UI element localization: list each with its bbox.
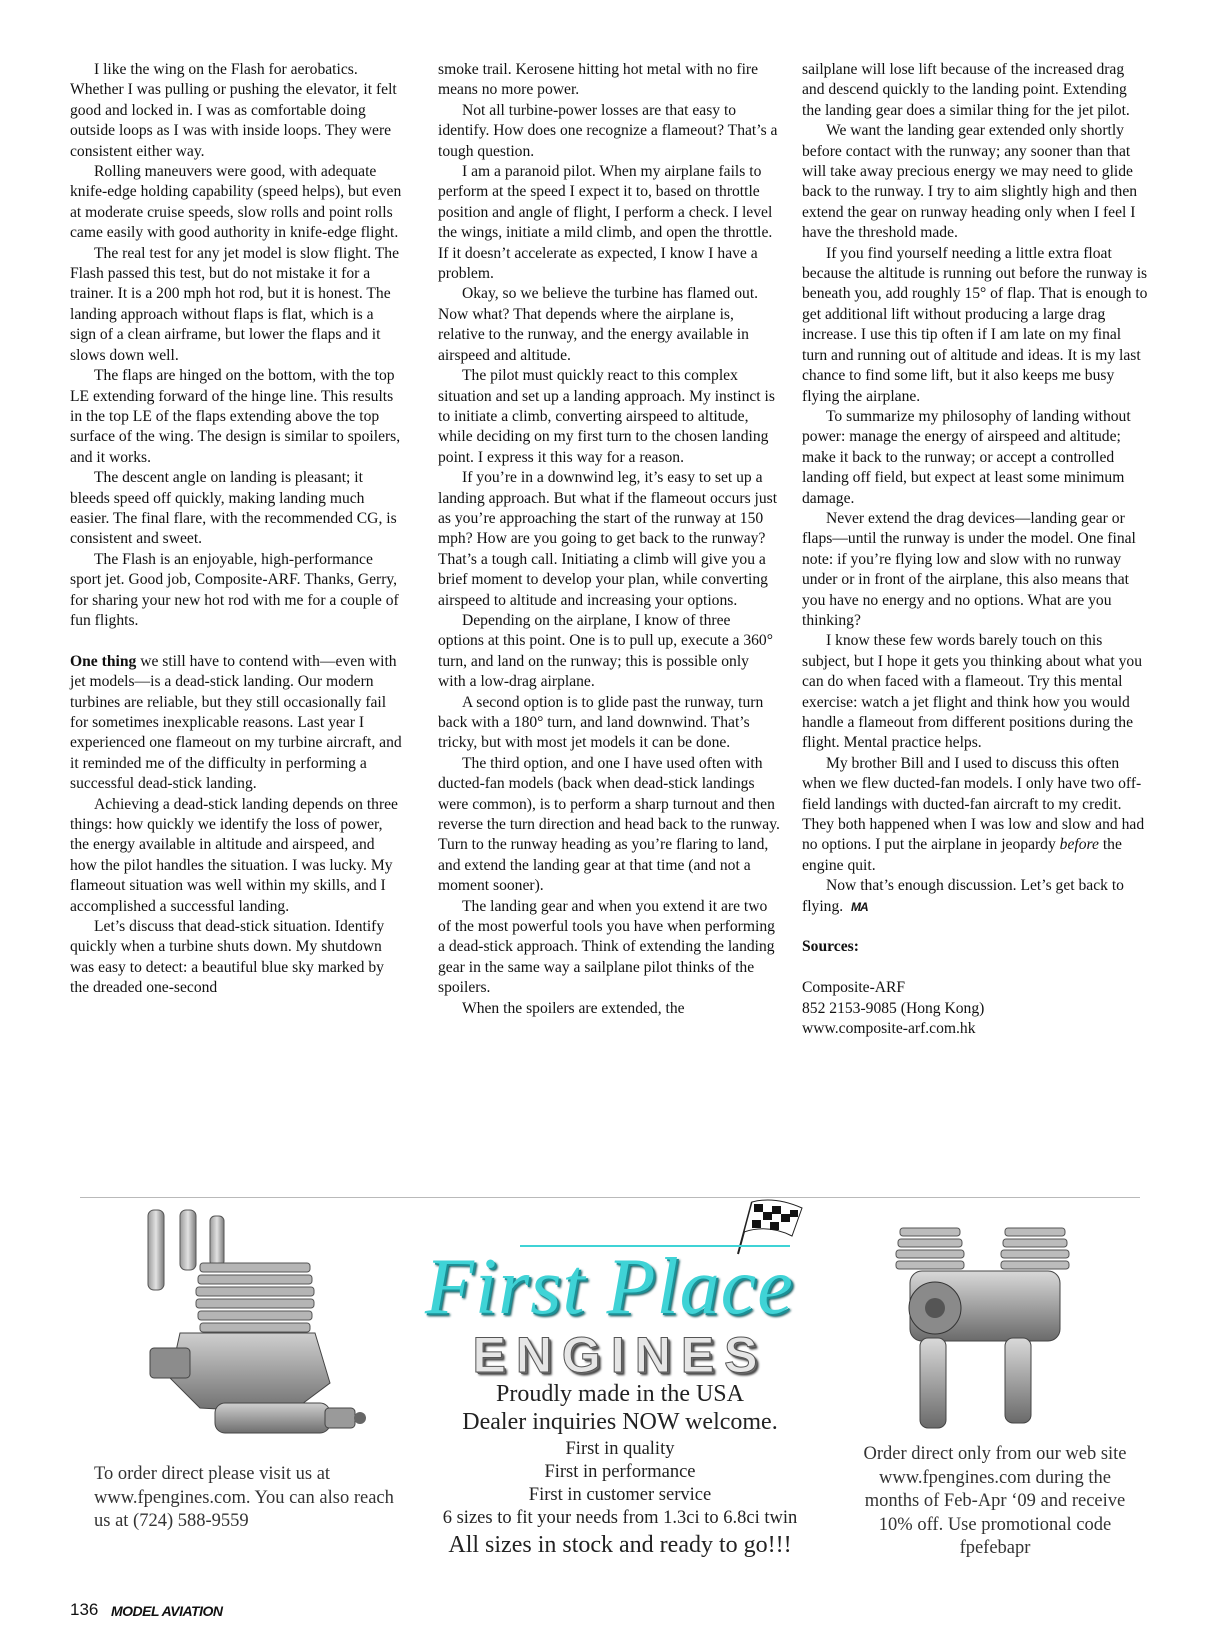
ad-tagline-usa: Proudly made in the USA bbox=[496, 1381, 744, 1407]
source-website: www.composite-arf.com.hk bbox=[802, 1020, 976, 1038]
paragraph: I am a paranoid pilot. When my airplane fails to perform at the speed I expect it to, based on throttle position and angle of flight, I perform a check. I level the wings, initiate a mild climb, and open the throttle. If it doesn’t accelerate as expected, I know I have a problem. bbox=[438, 163, 773, 283]
ad-feature-performance: First in performance bbox=[544, 1462, 696, 1482]
paragraph: If you find yourself needing a little extra float because the altitude is running out before the runway is beneath you, add roughly 15° of flap. That is enough to get additional lift without producing a large drag increase. I use this tip often if I am late on my final turn and running out of altitude and ideas. It is my last chance to find some lift, but it also keeps me busy flying the airplane. bbox=[802, 244, 1148, 405]
brand-logo-engines: ENGINES bbox=[472, 1327, 768, 1383]
paragraph: The flaps are hinged on the bottom, with the top LE extending forward of the hinge line. This results in the top LE of the flaps extending above the top surface of the wing. The design is similar to spoilers, and it works. bbox=[70, 367, 401, 466]
section-break bbox=[802, 958, 1148, 978]
single-cylinder-engine-photo bbox=[140, 1208, 370, 1453]
paragraph: The landing gear and when you extend it are two of the most powerful tools you have when performing a dead-stick approach. Think of extending the landing gear in the same way a sailplane pilot thinks of the spoilers. bbox=[438, 897, 775, 997]
ad-left-order-info: To order direct please visit us at www.fpengines.com. You can also reach us at (724) 588-9559 bbox=[94, 1464, 394, 1531]
paragraph: If you’re in a downwind leg, it’s easy to set up a landing approach. But what if the flameout occurs just as you’re approaching the start of the runway at 150 mph? How are you going to get back to the runway? That’s a tough call. Initiating a climb will give you a brief moment to develop your plan, while converting airspeed to altitude and increasing your options. bbox=[438, 469, 778, 609]
paragraph: A second option is to glide past the runway, turn back with a 180° turn, and land downwind. That’s tricky, but with most jet models it can be done. bbox=[438, 693, 764, 752]
paragraph bbox=[802, 876, 1148, 917]
ad-stock-text: All sizes in stock and ready to go!!! bbox=[448, 1532, 792, 1558]
ad-right-promo-info: Order direct only from our web site www.fpengines.com during the months of Feb-Apr ‘09 and receive 10% off. Use promotional code fpefebapr bbox=[863, 1444, 1127, 1558]
source-name: Composite-ARF bbox=[802, 979, 906, 997]
paragraph-text: we still have to contend with—even with jet models—is a dead-stick landing. Our modern turbines are reliable, but they still occasionally fail for sometimes inexplicable reasons. Last year I experienced one flameout on my turbine aircraft, and it reminded me of the difficulty in performing a successful dead-stick landing. bbox=[70, 652, 402, 793]
paragraph: The Flash is an enjoyable, high-performance sport jet. Good job, Composite-ARF. Thanks, Gerry, for sharing your new hot rod with me for a couple of fun flights. bbox=[70, 550, 399, 629]
source-phone: 852 2153-9085 (Hong Kong) bbox=[802, 999, 985, 1017]
paragraph: We want the landing gear extended only shortly before contact with the runway; any sooner than that will take away precious energy we may need to glide back to the runway. I try to aim slightly high and then extend the gear on runway heading only when I feel I have the threshold made. bbox=[802, 122, 1138, 242]
end-mark-ma-logo: MA bbox=[850, 899, 868, 914]
paragraph: Let’s discuss that dead-stick situation. Identify quickly when a turbine shuts down. My shutdown was easy to detect: a beautiful blue sky marked by the dreaded one-second bbox=[70, 918, 385, 997]
paragraph: When the spoilers are extended, the bbox=[462, 999, 685, 1017]
paragraph-text: My brother Bill and I used to discuss this often when we flew ducted-fan models. I only have two off-field landings with ducted-fan aircraft to my credit. They both happened when I was low and slow and had no options. I put the airplane in jeopardy bbox=[802, 754, 1145, 854]
paragraph-continued: smoke trail. Kerosene hitting hot metal with no fire means no more power. bbox=[438, 61, 759, 99]
brand-logo-first-place: First Place bbox=[425, 1243, 794, 1331]
paragraph: I know these few words barely touch on this subject, but I hope it gets you thinking about what you can do when faced with a flameout. Try this mental exercise: watch a jet flight and think how you would handle a flameout from different positions during the flight. Mental practice helps. bbox=[802, 632, 1142, 752]
article-column-1 bbox=[70, 60, 402, 999]
ad-tagline-dealers: Dealer inquiries NOW welcome. bbox=[462, 1409, 778, 1435]
section-break bbox=[802, 917, 1148, 937]
paragraph: Okay, so we believe the turbine has flamed out. Now what? That depends where the airplane is, relative to the runway, and the energy available in airspeed and altitude. bbox=[438, 285, 759, 364]
paragraph: The real test for any jet model is slow flight. The Flash passed this test, but do not mistake it for a trainer. It is a 200 mph hot rod, but it is honest. The landing approach without flaps is flat, which is a sign of a clean airframe, but lower the flaps and it slows down well. bbox=[70, 244, 400, 364]
paragraph-continued: sailplane will lose lift because of the increased drag and descend quickly to the landing point. Extending the landing gear does a similar thing for the jet pilot. bbox=[802, 61, 1130, 119]
paragraph bbox=[802, 754, 1148, 876]
ad-feature-quality: First in quality bbox=[565, 1439, 675, 1459]
article-column-3 bbox=[802, 60, 1148, 1039]
article-column-2 bbox=[438, 60, 780, 1019]
paragraph: The descent angle on landing is pleasant; it bleeds speed off quickly, making landing much easier. The final flare, with the recommended CG, is consistent and sweet. bbox=[70, 469, 397, 548]
twin-cylinder-engine-photo bbox=[880, 1213, 1090, 1438]
paragraph: To summarize my philosophy of landing without power: manage the energy of airspeed and altitude; make it back to the runway; or accept a controlled landing off field, but expect at least some minimum damage. bbox=[802, 407, 1131, 507]
ad-feature-service: First in customer service bbox=[528, 1485, 712, 1505]
paragraph: Never extend the drag devices—landing gear or flaps—until the runway is under the model. One final note: if you’re flying low and slow with no runway under or in front of the airplane, this also means that you have no energy and no options. What are you thinking? bbox=[802, 509, 1136, 629]
paragraph-section-start bbox=[70, 652, 402, 795]
paragraph: I like the wing on the Flash for aerobatics. Whether I was pulling or pushing the elevator, it felt good and locked in. I was as comfortable doing outside loops as I was with inside loops. They were consistent either way. bbox=[70, 61, 397, 160]
paragraph: The third option, and one I have used often with ducted-fan models (back when dead-stick landings were common), is to perform a sharp turnout and then reverse the turn direction and head back to the runway. Turn to the runway heading as you’re flaring to land, and extend the landing gear at that time (and not a moment sooner). bbox=[438, 754, 780, 895]
paragraph: Rolling maneuvers were good, with adequate knife-edge holding capability (speed helps), but even at moderate cruise speeds, slow rolls and point rolls came easily with good authority in knife-edge flight. bbox=[70, 163, 402, 242]
page-number: 136 bbox=[70, 1600, 99, 1619]
paragraph: The pilot must quickly react to this complex situation and set up a landing approach. My instinct is to initiate a climb, converting airspeed to altitude, while deciding on my first turn to the chosen landing point. I express it this way for a reason. bbox=[438, 367, 775, 466]
run-in-heading: One thing bbox=[70, 652, 137, 670]
sources-heading: Sources: bbox=[802, 938, 859, 956]
magazine-name-logo: MODEL AVIATION bbox=[111, 1603, 223, 1619]
paragraph: Not all turbine-power losses are that easy to identify. How does one recognize a flameout? That’s a tough question. bbox=[438, 101, 778, 160]
paragraph-text: Now that’s enough discussion. Let’s get back to flying. bbox=[802, 877, 1124, 915]
section-break bbox=[70, 631, 402, 651]
emphasis-text: before bbox=[1059, 836, 1099, 854]
paragraph: Depending on the airplane, I know of three options at this point. One is to pull up, execute a 360° turn, and land on the runway; this is possible only with a low-drag airplane. bbox=[438, 611, 773, 691]
ad-sizes-text: 6 sizes to fit your needs from 1.3ci to 6.8ci twin bbox=[442, 1508, 798, 1528]
paragraph: Achieving a dead-stick landing depends on three things: how quickly we identify the loss of power, the energy available in altitude and airspeed, and how the pilot handles the situation. I was lucky. My flameout situation was well within my skills, and I accomplished a successful landing. bbox=[70, 795, 398, 915]
paragraph-text: the engine quit. bbox=[802, 836, 1122, 874]
